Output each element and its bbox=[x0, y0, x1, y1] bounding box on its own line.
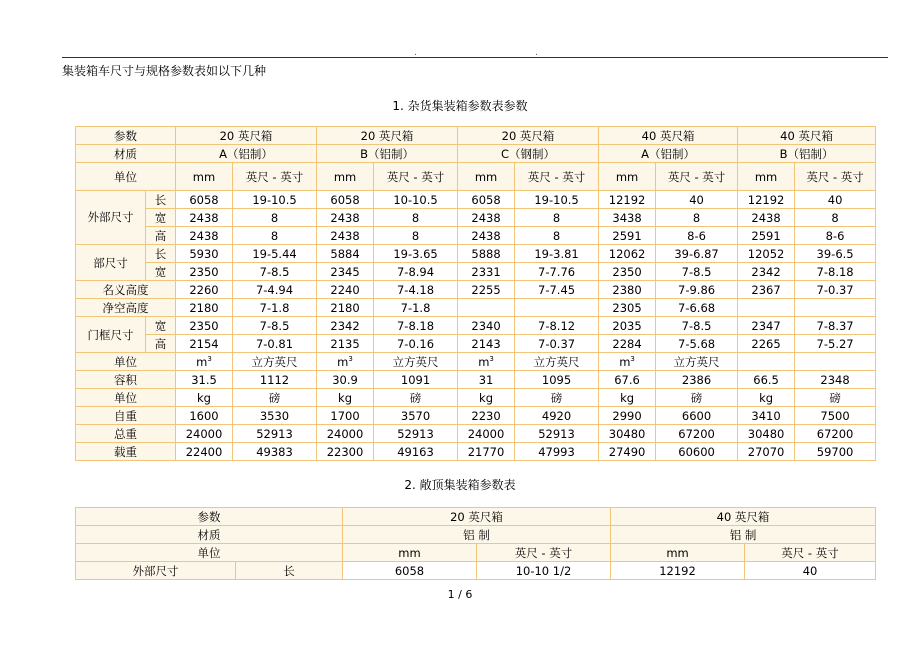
cell: 7-4.18 bbox=[374, 281, 458, 299]
sub-label: 宽 bbox=[146, 209, 176, 227]
cell bbox=[458, 299, 515, 317]
cell: 7-0.81 bbox=[233, 335, 317, 353]
cell: 7-8.94 bbox=[374, 263, 458, 281]
cell: 7-5.68 bbox=[656, 335, 738, 353]
unit-label: 单位 bbox=[76, 544, 343, 562]
unit-cell: 英尺 - 英寸 bbox=[374, 163, 458, 191]
outer-dims-label: 外部尺寸 bbox=[76, 562, 236, 580]
cell: kg bbox=[176, 389, 233, 407]
cell: 24000 bbox=[458, 425, 515, 443]
cell: 12052 bbox=[738, 245, 795, 263]
cell: 1112 bbox=[233, 371, 317, 389]
cell: 7-7.45 bbox=[515, 281, 599, 299]
volume-unit-row bbox=[76, 353, 876, 371]
cell: 6058 bbox=[343, 562, 477, 580]
m3-base: m bbox=[478, 354, 490, 369]
cell: 2331 bbox=[458, 263, 515, 281]
cell: 52913 bbox=[374, 425, 458, 443]
cell: 2438 bbox=[317, 227, 374, 245]
cell: 19-10.5 bbox=[515, 191, 599, 209]
unit-label: 单位 bbox=[76, 353, 176, 371]
payload-label: 载重 bbox=[76, 443, 176, 461]
clear-label: 净空高度 bbox=[76, 299, 176, 317]
cell: 2230 bbox=[458, 407, 515, 425]
cell: 2367 bbox=[738, 281, 795, 299]
doc-title: 集装箱车尺寸与规格参数表如以下几种 bbox=[62, 64, 267, 78]
cell: 7-0.37 bbox=[795, 281, 876, 299]
cell: 7-8.12 bbox=[515, 317, 599, 335]
cell: 7-8.5 bbox=[233, 317, 317, 335]
cell bbox=[515, 299, 599, 317]
cell: 5888 bbox=[458, 245, 515, 263]
inner-width-row bbox=[76, 263, 876, 281]
section2-title: 2. 敞顶集装箱参数表 bbox=[404, 478, 516, 492]
outer-width-row bbox=[76, 209, 876, 227]
cell: 52913 bbox=[233, 425, 317, 443]
cell: 8 bbox=[656, 209, 738, 227]
cell: 7500 bbox=[795, 407, 876, 425]
cell: 7-8.18 bbox=[374, 317, 458, 335]
cell: 10-10 1/2 bbox=[477, 562, 611, 580]
cell: 30480 bbox=[738, 425, 795, 443]
payload-row bbox=[76, 443, 876, 461]
volume-row bbox=[76, 371, 876, 389]
cell: 49383 bbox=[233, 443, 317, 461]
cell: 1600 bbox=[176, 407, 233, 425]
cell bbox=[738, 299, 795, 317]
cell: 6058 bbox=[176, 191, 233, 209]
m3-sup: 3 bbox=[348, 354, 353, 363]
header-rule bbox=[62, 57, 888, 58]
param-label: 参数 bbox=[76, 508, 343, 526]
cell: 7-6.68 bbox=[656, 299, 738, 317]
cell: 2135 bbox=[317, 335, 374, 353]
tare-row bbox=[76, 407, 876, 425]
material-cell: A（铝制） bbox=[599, 145, 738, 163]
cell bbox=[738, 353, 795, 371]
cell: 1095 bbox=[515, 371, 599, 389]
m3-cell bbox=[599, 353, 656, 371]
cell bbox=[795, 299, 876, 317]
cell: 12192 bbox=[611, 562, 745, 580]
cell: 7-8.37 bbox=[795, 317, 876, 335]
cell: 67.6 bbox=[599, 371, 656, 389]
cell: 31 bbox=[458, 371, 515, 389]
cell: 2591 bbox=[738, 227, 795, 245]
cell: 8 bbox=[233, 227, 317, 245]
unit-cell: mm bbox=[599, 163, 656, 191]
cell: 7-9.86 bbox=[656, 281, 738, 299]
cell: 7-8.5 bbox=[656, 317, 738, 335]
unit-cell: 英尺 - 英寸 bbox=[515, 163, 599, 191]
cell: 立方英尺 bbox=[656, 353, 738, 371]
cell: 59700 bbox=[795, 443, 876, 461]
nominal-height-row bbox=[76, 281, 876, 299]
cell: 磅 bbox=[515, 389, 599, 407]
cell: 19-3.81 bbox=[515, 245, 599, 263]
cell: 67200 bbox=[795, 425, 876, 443]
door-width-row bbox=[76, 317, 876, 335]
unit-cell: mm bbox=[611, 544, 745, 562]
sub-label: 长 bbox=[146, 191, 176, 209]
m3-sup: 3 bbox=[207, 354, 212, 363]
cell: 8 bbox=[795, 209, 876, 227]
cell: 2438 bbox=[458, 227, 515, 245]
section1-title: 1. 杂货集装箱参数表参数 bbox=[392, 99, 528, 113]
cell: 7-0.16 bbox=[374, 335, 458, 353]
cell: 2340 bbox=[458, 317, 515, 335]
type-cell: 20 英尺箱 bbox=[458, 127, 599, 145]
cell: 2350 bbox=[176, 317, 233, 335]
cell: 2154 bbox=[176, 335, 233, 353]
cell: 3438 bbox=[599, 209, 656, 227]
cell: 7-0.37 bbox=[515, 335, 599, 353]
cell: 磅 bbox=[374, 389, 458, 407]
m3-cell bbox=[176, 353, 233, 371]
sub-label: 高 bbox=[146, 335, 176, 353]
m3-cell bbox=[458, 353, 515, 371]
cell: 2348 bbox=[795, 371, 876, 389]
cell: 7-5.27 bbox=[795, 335, 876, 353]
unit-cell: 英尺 - 英寸 bbox=[233, 163, 317, 191]
cell: 40 bbox=[656, 191, 738, 209]
type-cell: 40 英尺箱 bbox=[599, 127, 738, 145]
cell: 2342 bbox=[738, 263, 795, 281]
cell: 7-8.5 bbox=[233, 263, 317, 281]
param-row bbox=[76, 508, 876, 526]
cell: kg bbox=[599, 389, 656, 407]
material-cell: C（钢制） bbox=[458, 145, 599, 163]
cell: 2350 bbox=[176, 263, 233, 281]
material-label: 材质 bbox=[76, 145, 176, 163]
cell: 7-7.76 bbox=[515, 263, 599, 281]
cell: 67200 bbox=[656, 425, 738, 443]
cell: 39-6.5 bbox=[795, 245, 876, 263]
outer-dims-label: 外部尺寸 bbox=[76, 191, 146, 245]
cell: 7-1.8 bbox=[233, 299, 317, 317]
gross-label: 总重 bbox=[76, 425, 176, 443]
cell: 31.5 bbox=[176, 371, 233, 389]
type-cell: 20 英尺箱 bbox=[343, 508, 611, 526]
cell: 2438 bbox=[176, 227, 233, 245]
cell: 5884 bbox=[317, 245, 374, 263]
unit-cell: 英尺 - 英寸 bbox=[745, 544, 876, 562]
material-cell: 铝 制 bbox=[343, 526, 611, 544]
cell: 39-6.87 bbox=[656, 245, 738, 263]
unit-cell: 英尺 - 英寸 bbox=[656, 163, 738, 191]
cell: 2350 bbox=[599, 263, 656, 281]
cell: 66.5 bbox=[738, 371, 795, 389]
cell: 2438 bbox=[176, 209, 233, 227]
cell: 52913 bbox=[515, 425, 599, 443]
cell: 22300 bbox=[317, 443, 374, 461]
cell: 12192 bbox=[599, 191, 656, 209]
cell: 49163 bbox=[374, 443, 458, 461]
material-cell: A（铝制） bbox=[176, 145, 317, 163]
cell: 2240 bbox=[317, 281, 374, 299]
cell: 5930 bbox=[176, 245, 233, 263]
unit-cell: mm bbox=[738, 163, 795, 191]
cell: 2260 bbox=[176, 281, 233, 299]
cell: 6058 bbox=[458, 191, 515, 209]
page-number: 1 / 6 bbox=[447, 588, 473, 601]
cell: 3410 bbox=[738, 407, 795, 425]
cell: 2255 bbox=[458, 281, 515, 299]
cell: 10-10.5 bbox=[374, 191, 458, 209]
material-row bbox=[76, 145, 876, 163]
inner-length-row bbox=[76, 245, 876, 263]
cell: 60600 bbox=[656, 443, 738, 461]
cell: 磅 bbox=[656, 389, 738, 407]
type-cell: 40 英尺箱 bbox=[611, 508, 876, 526]
cell: 立方英尺 bbox=[515, 353, 599, 371]
cell: 2035 bbox=[599, 317, 656, 335]
m3-sup: 3 bbox=[630, 354, 635, 363]
material-cell: 铝 制 bbox=[611, 526, 876, 544]
cell: kg bbox=[458, 389, 515, 407]
unit-cell: mm bbox=[458, 163, 515, 191]
sub-label: 长 bbox=[146, 245, 176, 263]
unit-cell: mm bbox=[176, 163, 233, 191]
cell: 8 bbox=[374, 227, 458, 245]
param-label: 参数 bbox=[76, 127, 176, 145]
cell: 47993 bbox=[515, 443, 599, 461]
cell: 2345 bbox=[317, 263, 374, 281]
unit-cell: mm bbox=[343, 544, 477, 562]
cell: 2305 bbox=[599, 299, 656, 317]
outer-length-row bbox=[76, 562, 876, 580]
tare-label: 自重 bbox=[76, 407, 176, 425]
param-row bbox=[76, 127, 876, 145]
unit-row bbox=[76, 163, 876, 191]
cell: 22400 bbox=[176, 443, 233, 461]
cell: 7-4.94 bbox=[233, 281, 317, 299]
cell: 19-5.44 bbox=[233, 245, 317, 263]
cell: 立方英尺 bbox=[374, 353, 458, 371]
cell: 2347 bbox=[738, 317, 795, 335]
cell: 24000 bbox=[317, 425, 374, 443]
cell: 30480 bbox=[599, 425, 656, 443]
sub-label: 宽 bbox=[146, 317, 176, 335]
cell: 2143 bbox=[458, 335, 515, 353]
clear-height-row bbox=[76, 299, 876, 317]
cell: 2438 bbox=[738, 209, 795, 227]
cell: 24000 bbox=[176, 425, 233, 443]
cell: 19-3.65 bbox=[374, 245, 458, 263]
unit-row bbox=[76, 544, 876, 562]
material-label: 材质 bbox=[76, 526, 343, 544]
gross-row bbox=[76, 425, 876, 443]
sub-label: 宽 bbox=[146, 263, 176, 281]
cell: 2380 bbox=[599, 281, 656, 299]
cell: 8 bbox=[374, 209, 458, 227]
cell: 2180 bbox=[176, 299, 233, 317]
weight-unit-row bbox=[76, 389, 876, 407]
cell: 1091 bbox=[374, 371, 458, 389]
cell: 2386 bbox=[656, 371, 738, 389]
m3-base: m bbox=[619, 354, 631, 369]
cell: 磅 bbox=[795, 389, 876, 407]
cell: 21770 bbox=[458, 443, 515, 461]
cell: 7-8.5 bbox=[656, 263, 738, 281]
cell: 7-8.18 bbox=[795, 263, 876, 281]
cell: 27490 bbox=[599, 443, 656, 461]
cell: 30.9 bbox=[317, 371, 374, 389]
material-cell: B（铝制） bbox=[738, 145, 876, 163]
m3-cell bbox=[317, 353, 374, 371]
cell: 3570 bbox=[374, 407, 458, 425]
inner-dims-label: 部尺寸 bbox=[76, 245, 146, 281]
cell: 8-6 bbox=[795, 227, 876, 245]
door-height-row bbox=[76, 335, 876, 353]
cell: 12062 bbox=[599, 245, 656, 263]
cell: 8 bbox=[515, 209, 599, 227]
type-cell: 40 英尺箱 bbox=[738, 127, 876, 145]
cell: 19-10.5 bbox=[233, 191, 317, 209]
sub-label: 长 bbox=[236, 562, 343, 580]
cell: 2990 bbox=[599, 407, 656, 425]
cell: 3530 bbox=[233, 407, 317, 425]
material-row bbox=[76, 526, 876, 544]
unit-label: 单位 bbox=[76, 389, 176, 407]
cell: 8 bbox=[515, 227, 599, 245]
header-dot: . bbox=[535, 48, 538, 58]
outer-height-row bbox=[76, 227, 876, 245]
cell: 7-1.8 bbox=[374, 299, 458, 317]
type-cell: 20 英尺箱 bbox=[317, 127, 458, 145]
cell: 12192 bbox=[738, 191, 795, 209]
nominal-label: 名义高度 bbox=[76, 281, 176, 299]
cell: 立方英尺 bbox=[233, 353, 317, 371]
cell: 4920 bbox=[515, 407, 599, 425]
cell: kg bbox=[738, 389, 795, 407]
m3-base: m bbox=[337, 354, 349, 369]
unit-cell: mm bbox=[317, 163, 374, 191]
cargo-container-table bbox=[75, 126, 876, 461]
cell: 27070 bbox=[738, 443, 795, 461]
cell: 1700 bbox=[317, 407, 374, 425]
m3-base: m bbox=[196, 354, 208, 369]
volume-label: 容积 bbox=[76, 371, 176, 389]
unit-cell: 英尺 - 英寸 bbox=[795, 163, 876, 191]
cell: 磅 bbox=[233, 389, 317, 407]
cell: 8-6 bbox=[656, 227, 738, 245]
cell: 6600 bbox=[656, 407, 738, 425]
cell: 2342 bbox=[317, 317, 374, 335]
unit-label: 单位 bbox=[76, 163, 176, 191]
cell: 6058 bbox=[317, 191, 374, 209]
sub-label: 高 bbox=[146, 227, 176, 245]
door-dims-label: 门框尺寸 bbox=[76, 317, 146, 353]
cell: 2180 bbox=[317, 299, 374, 317]
cell: 40 bbox=[795, 191, 876, 209]
header-dot: . bbox=[414, 48, 417, 58]
cell: 2438 bbox=[458, 209, 515, 227]
cell: 2438 bbox=[317, 209, 374, 227]
cell: 8 bbox=[233, 209, 317, 227]
cell: 2284 bbox=[599, 335, 656, 353]
material-cell: B（铝制） bbox=[317, 145, 458, 163]
cell: 2591 bbox=[599, 227, 656, 245]
outer-length-row bbox=[76, 191, 876, 209]
unit-cell: 英尺 - 英寸 bbox=[477, 544, 611, 562]
cell: 2265 bbox=[738, 335, 795, 353]
m3-sup: 3 bbox=[489, 354, 494, 363]
cell: kg bbox=[317, 389, 374, 407]
cell: 40 bbox=[745, 562, 876, 580]
cell bbox=[795, 353, 876, 371]
open-top-container-table bbox=[75, 507, 876, 580]
type-cell: 20 英尺箱 bbox=[176, 127, 317, 145]
